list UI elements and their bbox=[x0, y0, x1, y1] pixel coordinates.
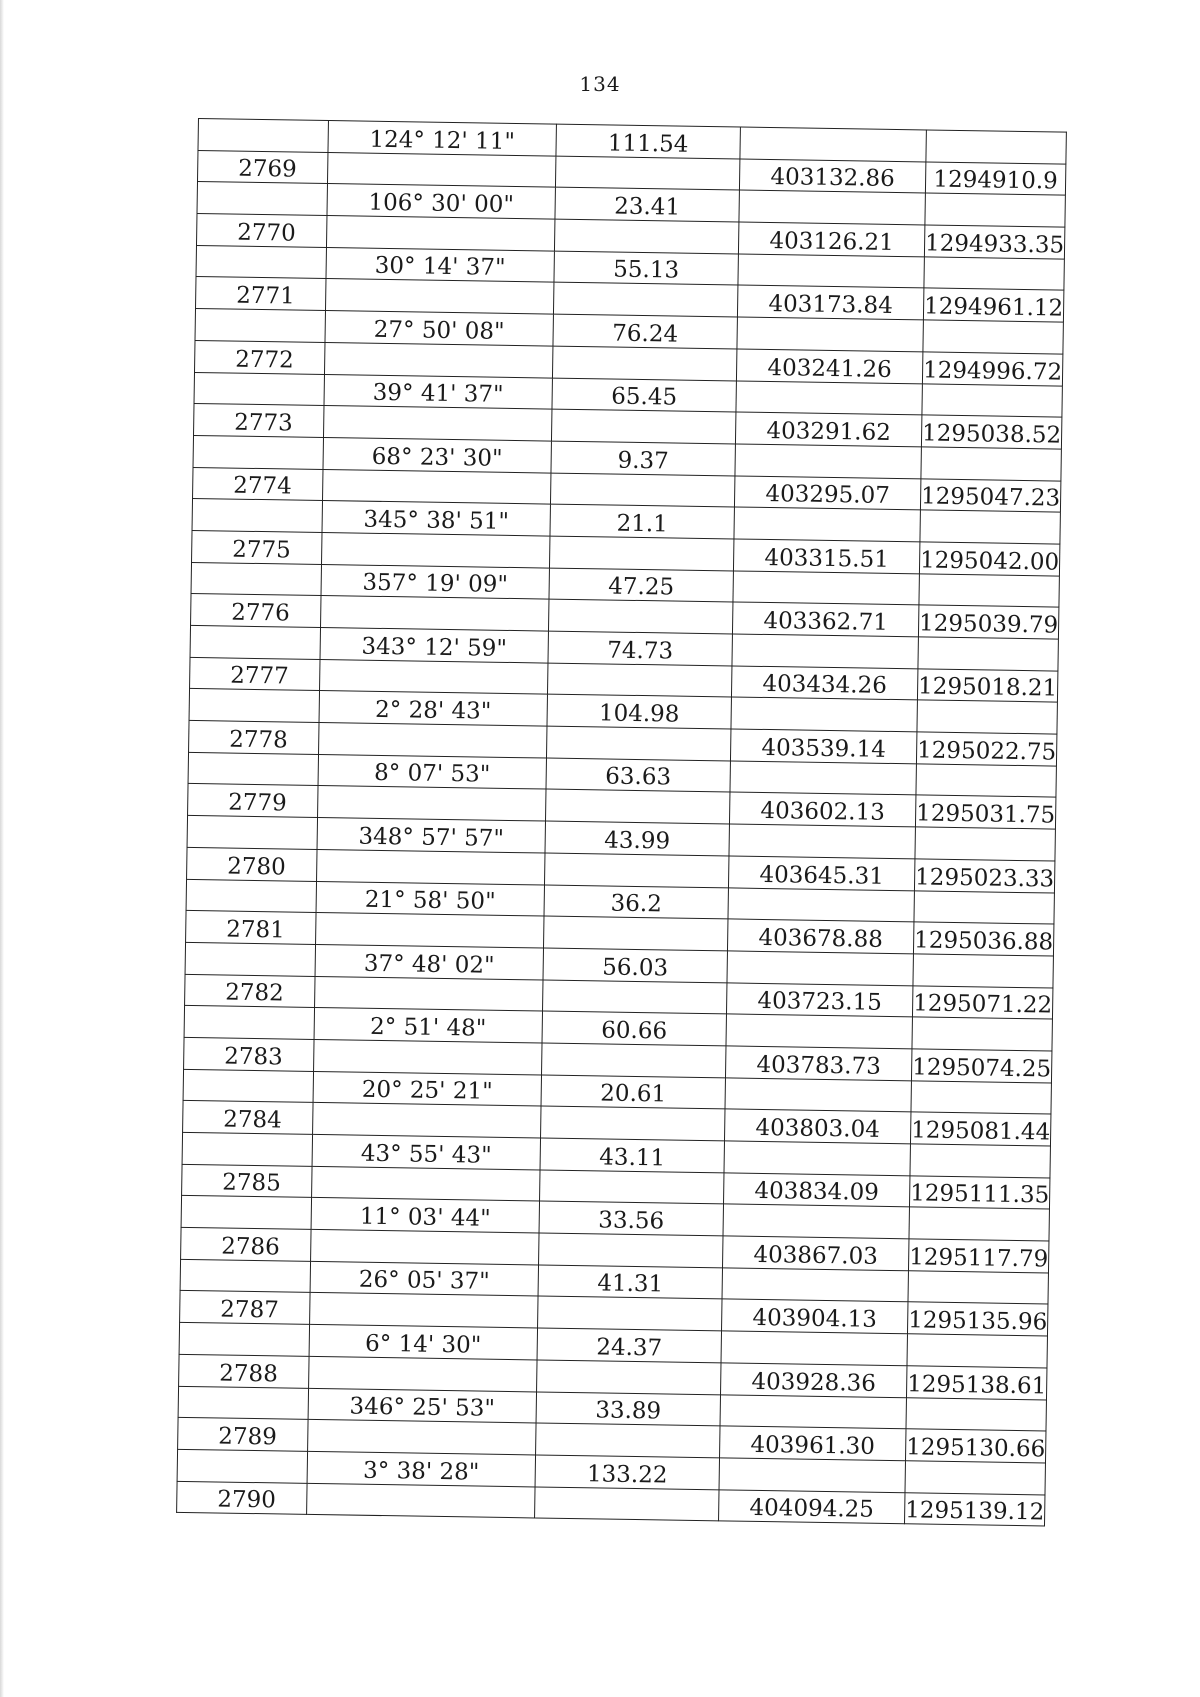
northing-cell bbox=[923, 320, 1063, 354]
point-cell: 2772 bbox=[195, 340, 325, 374]
easting-cell bbox=[727, 951, 913, 986]
distance-cell bbox=[554, 219, 738, 254]
point-cell bbox=[193, 435, 323, 469]
bearing-cell: 346° 25' 53" bbox=[308, 1388, 536, 1423]
point-cell: 2783 bbox=[184, 1037, 314, 1071]
easting-cell: 403132.86 bbox=[739, 159, 925, 194]
easting-cell bbox=[719, 1458, 905, 1493]
distance-cell: 104.98 bbox=[547, 694, 731, 729]
distance-cell bbox=[541, 1106, 725, 1141]
bearing-cell: 39° 41' 37" bbox=[324, 374, 552, 409]
easting-cell bbox=[738, 254, 924, 289]
distance-cell: 20.61 bbox=[541, 1075, 725, 1110]
easting-cell bbox=[737, 317, 923, 352]
northing-cell: 1295038.52 bbox=[921, 415, 1061, 449]
bearing-cell bbox=[325, 279, 553, 314]
easting-cell bbox=[720, 1394, 906, 1429]
distance-cell: 24.37 bbox=[537, 1328, 721, 1363]
bearing-cell bbox=[317, 849, 545, 884]
northing-cell: 1294933.35 bbox=[924, 225, 1064, 259]
bearing-cell bbox=[315, 976, 543, 1011]
bearing-cell: 357° 19' 09" bbox=[321, 564, 549, 599]
easting-cell: 403928.36 bbox=[721, 1363, 907, 1398]
distance-cell: 60.66 bbox=[542, 1011, 726, 1046]
point-cell: 2778 bbox=[189, 720, 319, 754]
distance-cell: 9.37 bbox=[551, 441, 735, 476]
bearing-cell bbox=[309, 1356, 537, 1391]
bearing-cell: 106° 30' 00" bbox=[327, 184, 555, 219]
point-cell: 2790 bbox=[177, 1481, 307, 1515]
bearing-cell bbox=[320, 659, 548, 694]
survey-table-body bbox=[177, 119, 1067, 1527]
point-cell: 2777 bbox=[190, 657, 320, 691]
bearing-cell bbox=[327, 152, 555, 187]
point-cell bbox=[187, 816, 317, 850]
easting-cell bbox=[739, 190, 925, 225]
northing-cell bbox=[926, 130, 1066, 164]
bearing-cell bbox=[323, 406, 551, 441]
bearing-cell bbox=[311, 1229, 539, 1264]
easting-cell bbox=[733, 571, 919, 606]
northing-cell bbox=[905, 1461, 1045, 1495]
northing-cell: 1294961.12 bbox=[923, 288, 1063, 322]
point-cell: 2785 bbox=[182, 1164, 312, 1198]
point-cell bbox=[191, 562, 321, 596]
easting-cell bbox=[723, 1204, 909, 1239]
distance-cell: 74.73 bbox=[548, 631, 732, 666]
distance-cell bbox=[539, 1233, 723, 1268]
distance-cell: 43.99 bbox=[545, 821, 729, 856]
bearing-cell bbox=[313, 1103, 541, 1138]
easting-cell bbox=[725, 1078, 911, 1113]
northing-cell: 1295039.79 bbox=[918, 605, 1058, 639]
northing-cell: 1295023.33 bbox=[914, 859, 1054, 893]
bearing-cell: 20° 25' 21" bbox=[313, 1071, 541, 1106]
bearing-cell bbox=[312, 1166, 540, 1201]
distance-cell: 33.89 bbox=[536, 1391, 720, 1426]
point-cell: 2787 bbox=[180, 1291, 310, 1325]
distance-cell bbox=[549, 536, 733, 571]
point-cell bbox=[197, 182, 327, 216]
easting-cell bbox=[726, 1014, 912, 1049]
easting-cell: 403241.26 bbox=[736, 349, 922, 384]
northing-cell bbox=[910, 1144, 1050, 1178]
easting-cell bbox=[724, 1141, 910, 1176]
scan-edge-shadow bbox=[0, 0, 4, 1697]
point-cell bbox=[189, 689, 319, 723]
point-cell: 2780 bbox=[187, 847, 317, 881]
distance-cell bbox=[546, 726, 730, 761]
point-cell: 2779 bbox=[188, 784, 318, 818]
point-cell: 2774 bbox=[193, 467, 323, 501]
distance-cell: 47.25 bbox=[549, 568, 733, 603]
point-cell: 2784 bbox=[183, 1101, 313, 1135]
bearing-cell: 37° 48' 02" bbox=[315, 944, 543, 979]
easting-cell bbox=[721, 1331, 907, 1366]
distance-cell: 23.41 bbox=[555, 187, 739, 222]
northing-cell: 1295071.22 bbox=[912, 985, 1052, 1019]
distance-cell bbox=[548, 599, 732, 634]
easting-cell bbox=[731, 697, 917, 732]
easting-cell: 403539.14 bbox=[730, 729, 916, 764]
point-cell bbox=[177, 1449, 307, 1483]
point-cell: 2776 bbox=[191, 594, 321, 628]
distance-cell: 36.2 bbox=[544, 885, 728, 920]
distance-cell: 55.13 bbox=[554, 251, 738, 286]
bearing-cell bbox=[319, 723, 547, 758]
point-cell: 2771 bbox=[196, 277, 326, 311]
point-cell bbox=[185, 942, 315, 976]
point-cell: 2782 bbox=[185, 974, 315, 1008]
bearing-cell bbox=[316, 913, 544, 948]
bearing-cell bbox=[310, 1293, 538, 1328]
northing-cell: 1295031.75 bbox=[915, 795, 1055, 829]
easting-cell: 403173.84 bbox=[737, 285, 923, 320]
point-cell bbox=[182, 1132, 312, 1166]
northing-cell bbox=[913, 954, 1053, 988]
easting-cell bbox=[730, 761, 916, 796]
easting-cell: 403783.73 bbox=[725, 1046, 911, 1081]
bearing-cell: 11° 03' 44" bbox=[311, 1198, 539, 1233]
survey-table-container bbox=[176, 118, 1066, 1527]
distance-cell: 65.45 bbox=[552, 378, 736, 413]
distance-cell bbox=[544, 916, 728, 951]
northing-cell bbox=[915, 827, 1055, 861]
bearing-cell bbox=[326, 216, 554, 251]
bearing-cell bbox=[321, 596, 549, 631]
northing-cell bbox=[924, 257, 1064, 291]
easting-cell: 403867.03 bbox=[723, 1236, 909, 1271]
point-cell bbox=[178, 1386, 308, 1420]
northing-cell bbox=[918, 637, 1058, 671]
northing-cell: 1295139.12 bbox=[905, 1492, 1045, 1526]
distance-cell bbox=[547, 663, 731, 698]
point-cell bbox=[196, 245, 326, 279]
page-number: 134 bbox=[579, 72, 621, 96]
point-cell: 2775 bbox=[192, 530, 322, 564]
easting-cell: 403834.09 bbox=[724, 1173, 910, 1208]
northing-cell bbox=[911, 1080, 1051, 1114]
distance-cell bbox=[551, 409, 735, 444]
distance-cell bbox=[537, 1360, 721, 1395]
survey-table bbox=[176, 118, 1067, 1527]
easting-cell bbox=[732, 634, 918, 669]
easting-cell bbox=[722, 1268, 908, 1303]
distance-cell bbox=[543, 980, 727, 1015]
distance-cell bbox=[542, 1043, 726, 1078]
northing-cell bbox=[921, 447, 1061, 481]
easting-cell bbox=[729, 824, 915, 859]
northing-cell bbox=[922, 383, 1062, 417]
distance-cell bbox=[540, 1170, 724, 1205]
easting-cell: 403904.13 bbox=[722, 1299, 908, 1334]
point-cell: 2769 bbox=[197, 150, 327, 184]
easting-cell bbox=[728, 887, 914, 922]
distance-cell: 133.22 bbox=[535, 1455, 719, 1490]
distance-cell bbox=[536, 1423, 720, 1458]
bearing-cell: 8° 07' 53" bbox=[318, 754, 546, 789]
distance-cell bbox=[550, 473, 734, 508]
easting-cell: 403291.62 bbox=[735, 412, 921, 447]
point-cell: 2781 bbox=[186, 911, 316, 945]
easting-cell bbox=[735, 444, 921, 479]
point-cell bbox=[181, 1196, 311, 1230]
northing-cell bbox=[920, 510, 1060, 544]
distance-cell: 21.1 bbox=[550, 504, 734, 539]
easting-cell: 403126.21 bbox=[738, 222, 924, 257]
northing-cell: 1295117.79 bbox=[908, 1239, 1048, 1273]
point-cell: 2786 bbox=[181, 1227, 311, 1261]
bearing-cell: 68° 23' 30" bbox=[323, 437, 551, 472]
point-cell bbox=[188, 752, 318, 786]
bearing-cell bbox=[307, 1483, 535, 1518]
bearing-cell: 2° 51' 48" bbox=[314, 1008, 542, 1043]
northing-cell: 1295042.00 bbox=[919, 542, 1059, 576]
bearing-cell: 43° 55' 43" bbox=[312, 1134, 540, 1169]
northing-cell bbox=[909, 1207, 1049, 1241]
northing-cell bbox=[917, 700, 1057, 734]
easting-cell bbox=[740, 127, 926, 162]
easting-cell: 403961.30 bbox=[720, 1426, 906, 1461]
northing-cell: 1295018.21 bbox=[917, 669, 1057, 703]
northing-cell bbox=[925, 193, 1065, 227]
northing-cell: 1295130.66 bbox=[905, 1429, 1045, 1463]
northing-cell bbox=[912, 1017, 1052, 1051]
point-cell bbox=[184, 1006, 314, 1040]
easting-cell: 403803.04 bbox=[724, 1109, 910, 1144]
point-cell bbox=[190, 625, 320, 659]
distance-cell bbox=[535, 1487, 719, 1522]
northing-cell bbox=[906, 1397, 1046, 1431]
distance-cell: 43.11 bbox=[540, 1138, 724, 1173]
northing-cell bbox=[908, 1271, 1048, 1305]
distance-cell: 63.63 bbox=[546, 758, 730, 793]
distance-cell bbox=[545, 789, 729, 824]
bearing-cell bbox=[324, 342, 552, 377]
northing-cell: 1295135.96 bbox=[907, 1302, 1047, 1336]
distance-cell bbox=[555, 156, 739, 191]
northing-cell: 1295074.25 bbox=[911, 1049, 1051, 1083]
distance-cell: 41.31 bbox=[538, 1265, 722, 1300]
easting-cell: 403434.26 bbox=[731, 666, 917, 701]
distance-cell: 111.54 bbox=[556, 124, 740, 159]
bearing-cell: 21° 58' 50" bbox=[316, 881, 544, 916]
easting-cell bbox=[736, 380, 922, 415]
bearing-cell bbox=[314, 1039, 542, 1074]
bearing-cell: 6° 14' 30" bbox=[309, 1325, 537, 1360]
distance-cell bbox=[545, 853, 729, 888]
point-cell bbox=[194, 372, 324, 406]
distance-cell: 56.03 bbox=[543, 948, 727, 983]
bearing-cell bbox=[322, 532, 550, 567]
northing-cell: 1294910.9 bbox=[925, 162, 1065, 196]
easting-cell: 403678.88 bbox=[727, 919, 913, 954]
distance-cell bbox=[538, 1296, 722, 1331]
point-cell bbox=[186, 879, 316, 913]
distance-cell bbox=[552, 346, 736, 381]
bearing-cell: 30° 14' 37" bbox=[326, 247, 554, 282]
point-cell: 2773 bbox=[194, 404, 324, 438]
easting-cell: 403645.31 bbox=[728, 856, 914, 891]
bearing-cell bbox=[318, 786, 546, 821]
bearing-cell: 348° 57' 57" bbox=[317, 818, 545, 853]
distance-cell: 76.24 bbox=[553, 314, 737, 349]
northing-cell: 1295047.23 bbox=[920, 478, 1060, 512]
easting-cell: 403295.07 bbox=[734, 476, 920, 511]
point-cell bbox=[195, 309, 325, 343]
easting-cell bbox=[734, 507, 920, 542]
point-cell bbox=[183, 1069, 313, 1103]
point-cell: 2788 bbox=[179, 1354, 309, 1388]
point-cell bbox=[198, 119, 328, 153]
point-cell bbox=[192, 499, 322, 533]
northing-cell bbox=[916, 764, 1056, 798]
northing-cell bbox=[914, 890, 1054, 924]
point-cell: 2770 bbox=[197, 214, 327, 248]
distance-cell: 33.56 bbox=[539, 1201, 723, 1236]
northing-cell: 1295036.88 bbox=[913, 922, 1053, 956]
northing-cell: 1295022.75 bbox=[916, 732, 1056, 766]
bearing-cell: 343° 12' 59" bbox=[320, 627, 548, 662]
easting-cell: 403602.13 bbox=[729, 792, 915, 827]
bearing-cell: 27° 50' 08" bbox=[325, 311, 553, 346]
northing-cell: 1294996.72 bbox=[922, 352, 1062, 386]
bearing-cell: 3° 38' 28" bbox=[307, 1451, 535, 1486]
bearing-cell: 345° 38' 51" bbox=[322, 501, 550, 536]
northing-cell: 1295081.44 bbox=[910, 1112, 1050, 1146]
bearing-cell: 26° 05' 37" bbox=[310, 1261, 538, 1296]
northing-cell: 1295111.35 bbox=[909, 1176, 1049, 1210]
point-cell bbox=[179, 1322, 309, 1356]
easting-cell: 404094.25 bbox=[719, 1489, 905, 1524]
bearing-cell bbox=[323, 469, 551, 504]
distance-cell bbox=[553, 283, 737, 318]
bearing-cell: 124° 12' 11" bbox=[328, 121, 556, 156]
bearing-cell bbox=[308, 1420, 536, 1455]
northing-cell bbox=[907, 1334, 1047, 1368]
easting-cell: 403315.51 bbox=[733, 539, 919, 574]
bearing-cell: 2° 28' 43" bbox=[319, 691, 547, 726]
point-cell bbox=[180, 1259, 310, 1293]
northing-cell bbox=[919, 574, 1059, 608]
easting-cell: 403723.15 bbox=[726, 982, 912, 1017]
point-cell: 2789 bbox=[178, 1418, 308, 1452]
northing-cell: 1295138.61 bbox=[906, 1366, 1046, 1400]
easting-cell: 403362.71 bbox=[732, 602, 918, 637]
